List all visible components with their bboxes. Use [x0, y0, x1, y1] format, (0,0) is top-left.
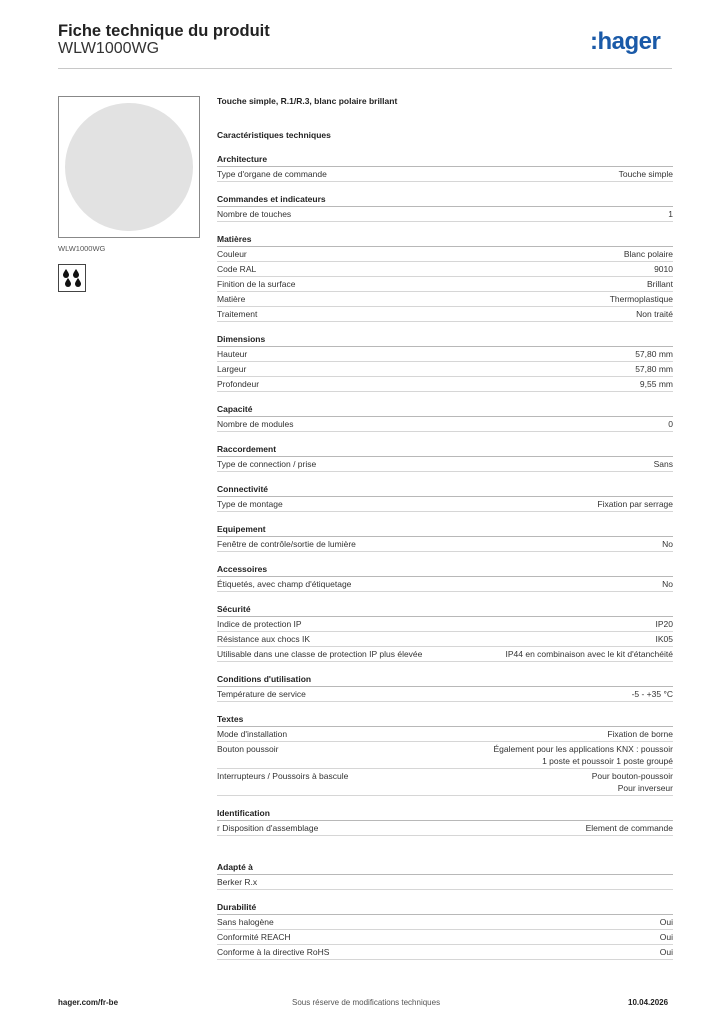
spec-section	[217, 333, 673, 392]
spec-label: Code RAL	[217, 264, 257, 274]
spec-label: Conformité REACH	[217, 932, 291, 942]
spec-row	[217, 417, 673, 432]
section-title: Sécurité	[217, 603, 673, 617]
section-title: Architecture	[217, 153, 673, 167]
spec-section	[217, 403, 673, 432]
spec-value-line: Également pour les applications KNX : poussoir	[493, 744, 673, 754]
spec-section	[217, 807, 673, 836]
spec-row	[217, 247, 673, 262]
spec-value	[647, 278, 673, 290]
product-photo-circle	[65, 103, 193, 231]
section-title: Durabilité	[217, 901, 673, 915]
page-title: Fiche technique du produit	[58, 22, 270, 40]
image-caption: WLW1000WG	[58, 244, 106, 253]
spec-section	[217, 603, 673, 662]
section-title: Capacité	[217, 403, 673, 417]
spec-value-line: Brillant	[647, 279, 673, 289]
spec-value-line: 9,55 mm	[639, 379, 673, 389]
spec-value	[654, 458, 673, 470]
footer-note: Sous réserve de modifications techniques	[292, 998, 441, 1007]
spec-value-line: 0	[668, 419, 673, 429]
spec-value-line: IP44 en combinaison avec le kit d'étanchéité	[505, 649, 673, 659]
spec-value	[660, 916, 673, 928]
spec-value	[619, 168, 673, 180]
spec-section	[217, 673, 673, 702]
spec-value	[610, 293, 673, 305]
spec-value-line: Oui	[659, 932, 673, 942]
spec-label: Largeur	[217, 364, 247, 374]
section-title: Accessoires	[217, 563, 673, 577]
spec-row	[217, 577, 673, 592]
spec-label: Finition de la surface	[217, 279, 296, 289]
spec-row	[217, 821, 673, 836]
water-drops-icon	[58, 264, 86, 292]
spec-section	[217, 443, 673, 472]
spec-row	[217, 617, 673, 632]
tech-title: Caractéristiques techniques	[217, 130, 331, 140]
spec-label: Conforme à la directive RoHS	[217, 947, 330, 957]
spec-value	[660, 946, 673, 958]
spec-value	[640, 378, 673, 390]
spec-value-line: No	[662, 539, 673, 549]
section-title: Raccordement	[217, 443, 673, 457]
spec-value	[660, 931, 673, 943]
header-divider	[58, 68, 672, 69]
spec-label: r Disposition d'assemblage	[217, 823, 319, 833]
spec-label: Matière	[217, 294, 246, 304]
spec-value-line: 9010	[654, 264, 673, 274]
spec-label: Étiquetés, avec champ d'étiquetage	[217, 579, 352, 589]
spec-section	[217, 193, 673, 222]
spec-row	[217, 207, 673, 222]
spec-value-line: IK05	[655, 634, 673, 644]
spec-label: Mode d'installation	[217, 729, 288, 739]
spec-value-line: Blanc polaire	[623, 249, 673, 259]
spec-value	[636, 308, 673, 320]
spec-value-line: Pour bouton-poussoir	[591, 771, 673, 781]
spec-sections	[217, 153, 673, 960]
section-title: Conditions d'utilisation	[217, 673, 673, 687]
spec-value	[592, 770, 673, 794]
spec-value-line: No	[662, 579, 673, 589]
spec-label: Type de montage	[217, 499, 283, 509]
spec-value-line: Touche simple	[618, 169, 673, 179]
spec-value	[656, 618, 674, 630]
spec-label: Type d'organe de commande	[217, 169, 327, 179]
spec-panel	[217, 94, 673, 960]
spec-value	[586, 822, 673, 834]
section-title: Equipement	[217, 523, 673, 537]
spec-value-line: Oui	[659, 917, 673, 927]
spec-value	[656, 633, 674, 645]
spec-row	[217, 292, 673, 307]
spec-row	[217, 262, 673, 277]
spec-value	[654, 263, 673, 275]
spec-row	[217, 277, 673, 292]
spec-label: Berker R.x	[217, 877, 258, 887]
spec-value-line: 1 poste et poussoir 1 poste groupé	[542, 756, 673, 766]
spec-value-line: Element de commande	[585, 823, 673, 833]
spec-row	[217, 377, 673, 392]
spec-row	[217, 457, 673, 472]
spec-section	[217, 713, 673, 796]
spec-value-line: Fixation par serrage	[597, 499, 673, 509]
footer-website[interactable]: hager.com/fr-be	[58, 998, 119, 1007]
section-title: Commandes et indicateurs	[217, 193, 673, 207]
spec-value-line: Fixation de borne	[607, 729, 673, 739]
spec-row	[217, 347, 673, 362]
spec-label: Résistance aux chocs IK	[217, 634, 311, 644]
spec-label: Sans halogène	[217, 917, 274, 927]
section-title: Textes	[217, 713, 673, 727]
spec-value	[668, 418, 673, 430]
spec-row	[217, 930, 673, 945]
spec-value-line: 57,80 mm	[635, 349, 673, 359]
spec-section	[217, 861, 673, 890]
spec-row	[217, 742, 673, 769]
spec-section	[217, 233, 673, 322]
spec-label: Type de connection / prise	[217, 459, 317, 469]
spec-label: Couleur	[217, 249, 247, 259]
spec-label: Interrupteurs / Poussoirs à bascule	[217, 771, 349, 781]
spec-section	[217, 483, 673, 512]
spec-value-line: 57,80 mm	[635, 364, 673, 374]
spec-value	[506, 648, 673, 660]
spec-row	[217, 307, 673, 322]
hager-logo: :hager	[590, 28, 661, 55]
spec-row	[217, 497, 673, 512]
footer-date: 10.04.2026	[628, 998, 669, 1007]
spec-value-line: IP20	[655, 619, 673, 629]
spec-section	[217, 523, 673, 552]
spec-value-line: 1	[668, 209, 673, 219]
spec-row	[217, 632, 673, 647]
spec-section	[217, 153, 673, 182]
spec-row	[217, 687, 673, 702]
spec-section	[217, 563, 673, 592]
spec-value-line: Pour inverseur	[617, 783, 673, 793]
spec-value	[662, 538, 673, 550]
spec-value-line: Non traité	[636, 309, 673, 319]
spec-label: Température de service	[217, 689, 306, 699]
spec-label: Hauteur	[217, 349, 248, 359]
spec-row	[217, 727, 673, 742]
spec-row	[217, 537, 673, 552]
spec-row	[217, 915, 673, 930]
spec-value	[635, 348, 673, 360]
spec-label: Profondeur	[217, 379, 260, 389]
spec-value	[632, 688, 673, 700]
spec-label: Utilisable dans une classe de protection IP plus élevée	[217, 649, 423, 659]
spec-label: Nombre de modules	[217, 419, 294, 429]
spec-value	[668, 208, 673, 220]
spec-value	[607, 728, 673, 740]
spec-label: Traitement	[217, 309, 258, 319]
section-title: Adapté à	[217, 861, 673, 875]
spec-row	[217, 769, 673, 796]
spec-row	[217, 167, 673, 182]
section-title: Connectivité	[217, 483, 673, 497]
spec-section	[217, 901, 673, 960]
spec-value-line: Oui	[659, 947, 673, 957]
spec-row	[217, 875, 673, 890]
spec-value-line: Sans	[653, 459, 673, 469]
spec-label: Nombre de touches	[217, 209, 292, 219]
spec-value	[597, 498, 673, 510]
spec-label: Bouton poussoir	[217, 744, 279, 754]
spec-label: Indice de protection IP	[217, 619, 302, 629]
section-title: Matières	[217, 233, 673, 247]
section-title: Dimensions	[217, 333, 673, 347]
product-image	[58, 96, 200, 238]
spec-label: Fenêtre de contrôle/sortie de lumière	[217, 539, 356, 549]
spec-value	[635, 363, 673, 375]
spec-value	[662, 578, 673, 590]
spec-row	[217, 362, 673, 377]
spec-value-line: -5 - +35 °C	[631, 689, 673, 699]
spec-value-line: Thermoplastique	[609, 294, 673, 304]
spec-value	[624, 248, 673, 260]
section-title: Identification	[217, 807, 673, 821]
spec-value	[493, 743, 673, 767]
product-title: Touche simple, R.1/R.3, blanc polaire brillant	[217, 96, 398, 106]
spec-row	[217, 945, 673, 960]
spec-row	[217, 647, 673, 662]
product-reference: WLW1000WG	[58, 40, 160, 57]
